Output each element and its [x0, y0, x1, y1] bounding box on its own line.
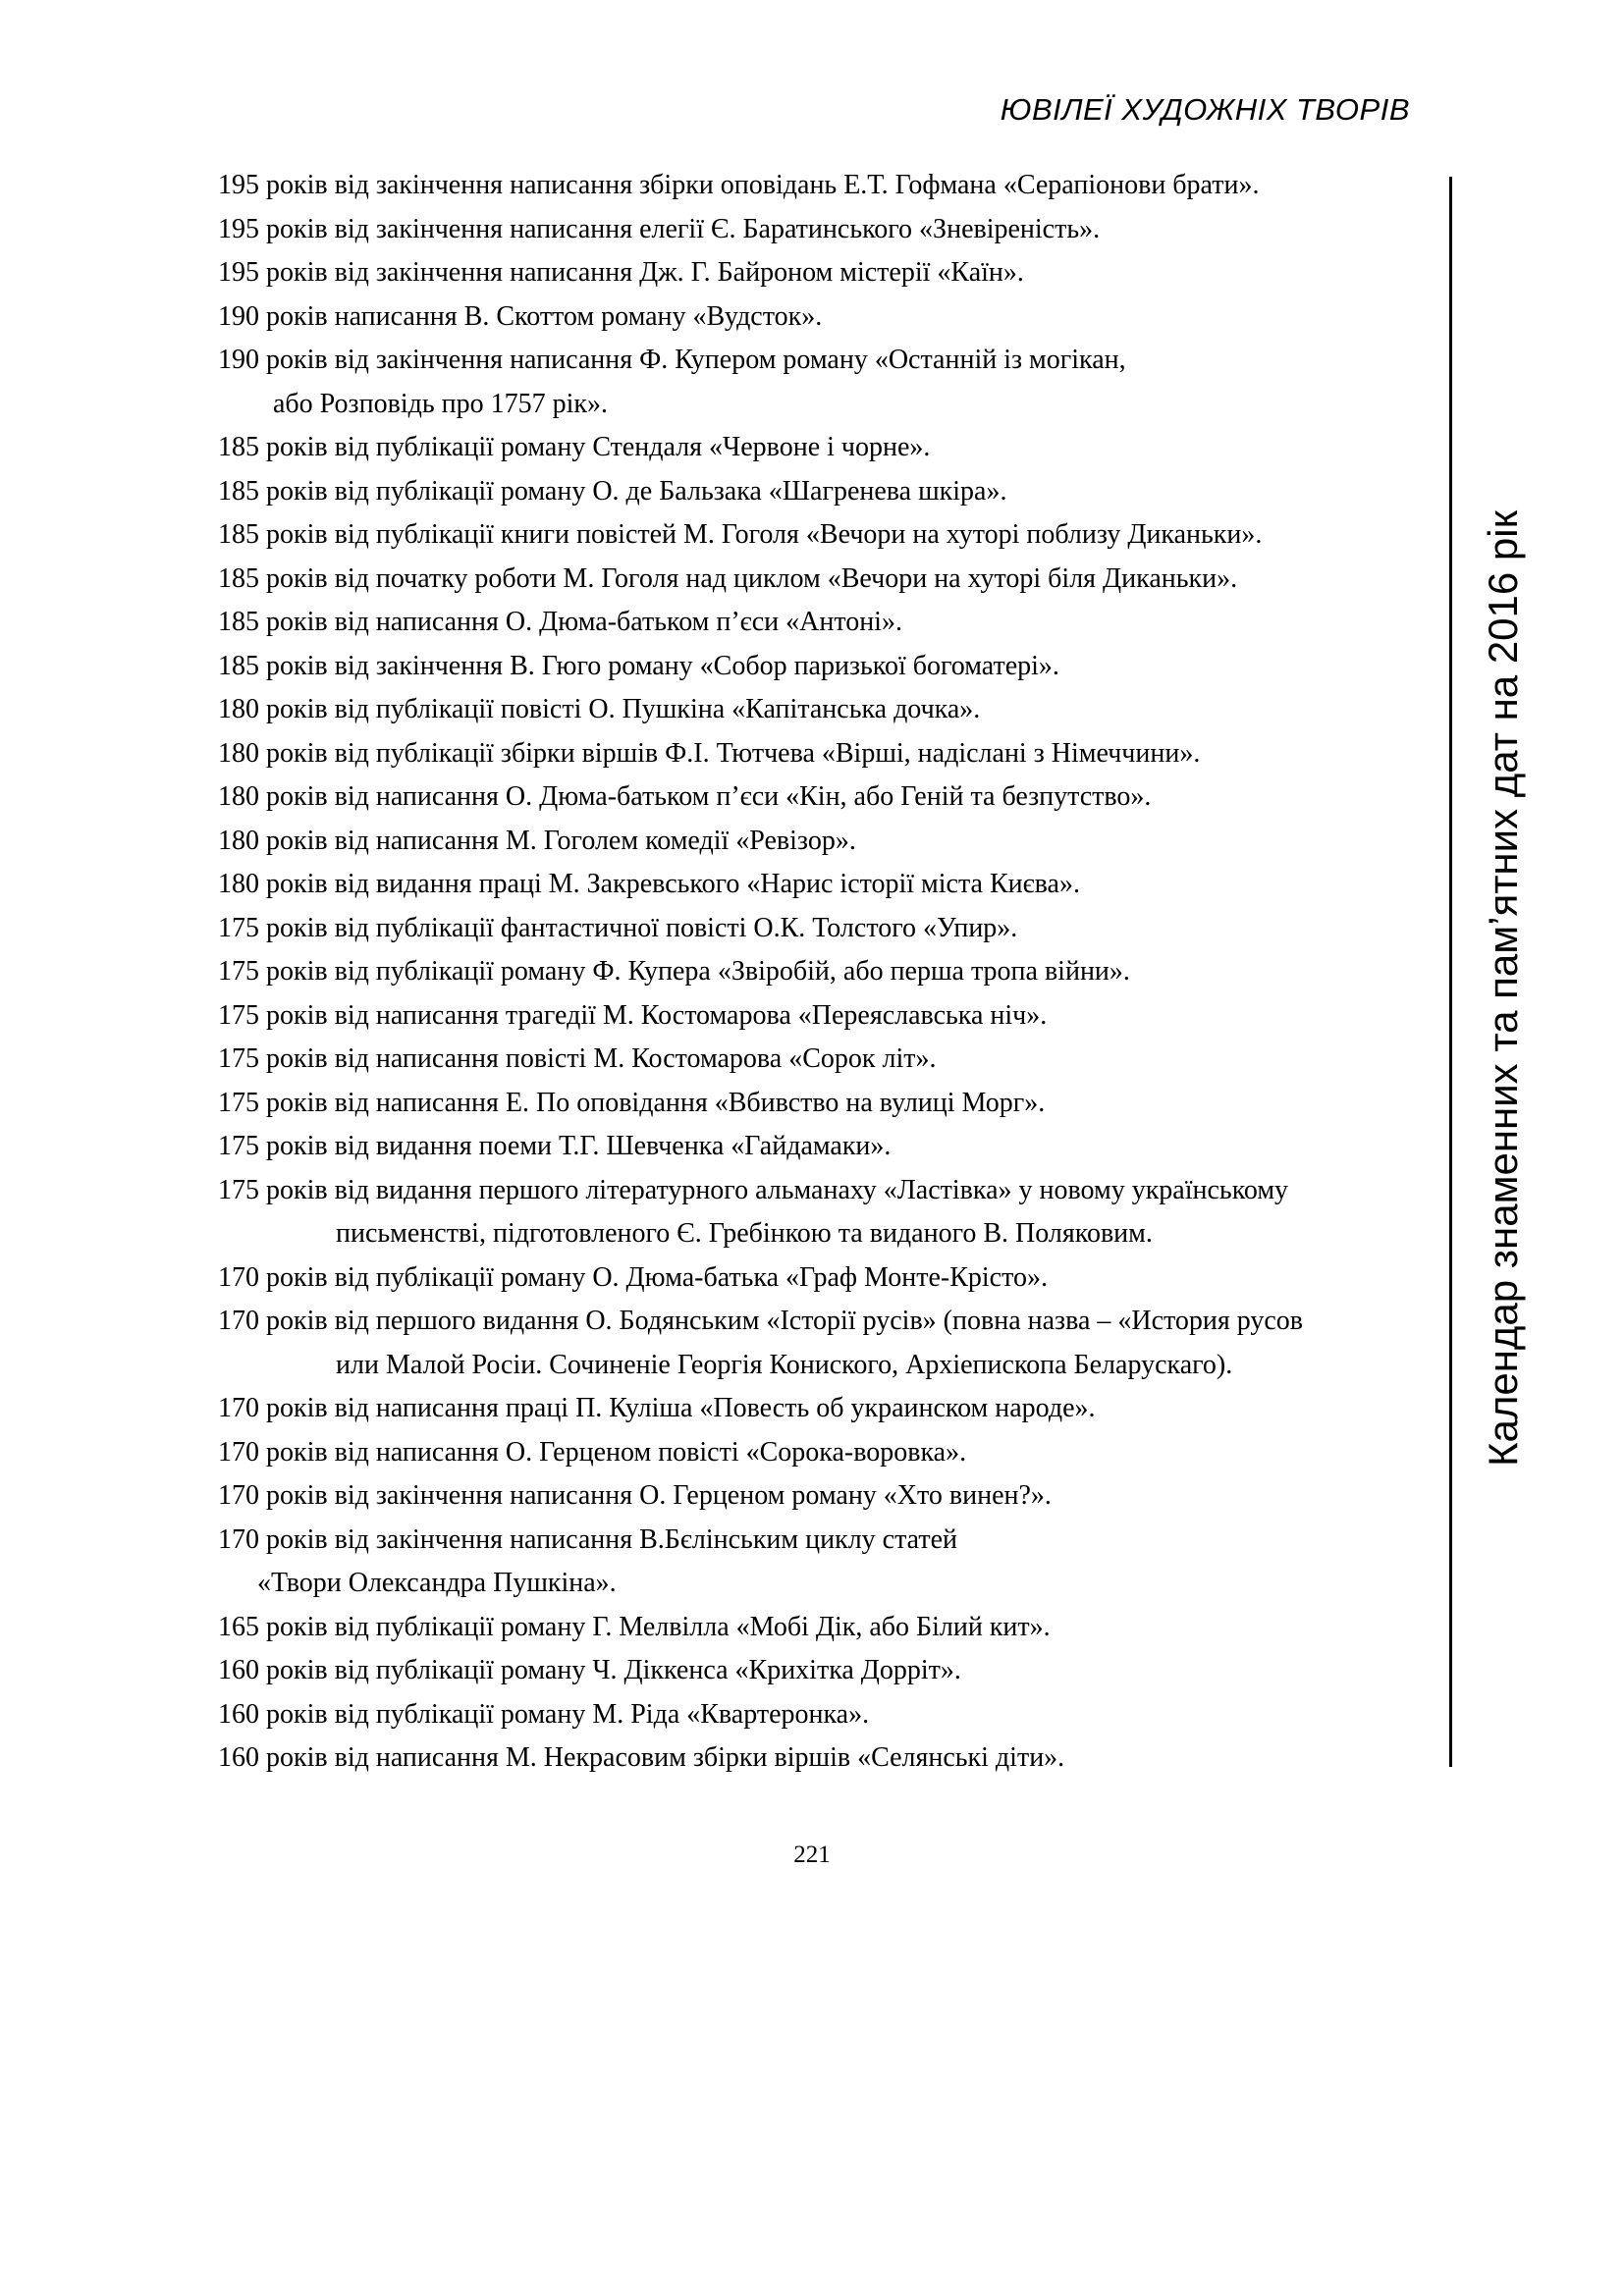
entry-text-continuation: або Розповідь про 1757 рік».	[273, 388, 608, 419]
entry-text: 185 років від закінчення В. Гюго роману «Собор паризької богоматері».	[218, 650, 1059, 681]
entry-text: 175 років від видання першого літературного альманаху «Ластівка» у новому українському	[218, 1174, 1289, 1205]
entry-text: 170 років від закінчення написання В.Бєлінським циклу статей	[218, 1523, 958, 1555]
entry-text: 170 років від написання праці П. Куліша «Повесть об украинском народе».	[218, 1393, 1096, 1423]
entry-text: 175 років від написання трагедії М. Костомарова «Переяславська ніч».	[218, 999, 1048, 1031]
list-item	[218, 513, 1435, 558]
entry-text: 185 років від початку роботи М. Гоголя над циклом «Вечори на хуторі біля Диканьки».	[218, 562, 1238, 594]
entry-text: 175 років від публікації фантастичної повісті О.К. Толстого «Упир».	[218, 912, 1018, 943]
list-item	[218, 732, 1435, 776]
entry-text: 160 років від публікації роману М. Ріда «Квартеронка».	[218, 1698, 870, 1730]
list-item	[218, 1519, 1435, 1606]
entry-text: 180 років від написання М. Гоголем комедії «Ревізор».	[218, 825, 856, 856]
list-item	[218, 645, 1435, 689]
entry-text: 195 років від закінчення написання збірки оповідань Е.Т. Гофмана «Серапіонови брати».	[218, 170, 1260, 200]
section-title: ЮВІЛЕЇ ХУДОЖНІХ ТВОРІВ	[1000, 92, 1410, 127]
list-item	[218, 601, 1435, 645]
list-item	[218, 1736, 1435, 1781]
list-item	[218, 820, 1435, 864]
list-item	[218, 339, 1435, 426]
entry-text: 185 років від публікації роману О. де Бальзака «Шагренева шкіра».	[218, 475, 1007, 507]
entry-text: 160 років від написання М. Некрасовим збірки віршів «Селянські діти».	[218, 1742, 1065, 1773]
list-item	[218, 470, 1435, 514]
list-item	[218, 295, 1435, 340]
entry-text: 160 років від публікації роману Ч. Діккенса «Крихітка Дорріт».	[218, 1655, 961, 1685]
entry-text: 170 років від першого видання О. Бодянським «Історії русів» (повна назва – «История русов	[218, 1306, 1304, 1336]
list-item	[218, 164, 1435, 208]
entry-text: 170 років від закінчення написання О. Герценом роману «Хто винен?».	[218, 1480, 1052, 1511]
entry-text: 190 років написання В. Скоттом роману «Вудсток».	[218, 300, 823, 332]
entry-text: 180 років від публікації збірки віршів Ф.І. Тютчева «Вірші, надіслані з Німеччини».	[218, 737, 1201, 769]
list-item	[218, 1038, 1435, 1082]
list-item	[218, 426, 1435, 470]
entry-text: 180 років від публікації повісті О. Пушкіна «Капітанська дочка».	[218, 694, 981, 724]
entry-text: 190 років від закінчення написання Ф. Купером роману «Останній із могікан,	[218, 345, 1126, 375]
list-item	[218, 1125, 1435, 1169]
list-item	[218, 1387, 1435, 1431]
side-title-container	[1469, 463, 1538, 1514]
entry-text: 175 років від публікації роману Ф. Купера «Звіробій, або перша тропа війни».	[218, 956, 1130, 987]
entry-text: 170 років від написання О. Герценом повісті «Сорока-воровка».	[218, 1436, 967, 1468]
entry-text: 180 років від написання О. Дюма-батьком п’єси «Кін, або Геній та безпутство».	[218, 781, 1152, 812]
list-item	[218, 1431, 1435, 1475]
list-item	[218, 1693, 1435, 1737]
list-item	[218, 558, 1435, 602]
calendar-side-title: Календар знаменних та пам’ятних дат на 2016 рік	[1480, 510, 1526, 1467]
list-item	[218, 775, 1435, 820]
list-item	[218, 688, 1435, 732]
entry-text: 175 років від написання Е. По оповідання «Вбивство на вулиці Морг».	[218, 1087, 1046, 1118]
page-number: 221	[793, 1842, 831, 1868]
entry-text: 185 років від публікації книги повістей М. Гоголя «Вечори на хуторі поблизу Диканьки».	[218, 519, 1263, 550]
list-item	[218, 1474, 1435, 1519]
entry-text: 165 років від публікації роману Г. Мелвілла «Мобі Дік, або Білий кит».	[218, 1611, 1051, 1642]
entry-text-continuation: «Твори Олександра Пушкіна».	[257, 1568, 617, 1598]
list-item	[218, 1649, 1435, 1693]
list-item	[218, 863, 1435, 907]
entry-text: 195 років від закінчення написання елегії Є. Баратинського «Зневіреність».	[218, 213, 1101, 244]
list-item	[218, 950, 1435, 994]
entry-text: 185 років від публікації роману Стендаля «Червоне і чорне».	[218, 432, 931, 462]
list-item	[218, 994, 1435, 1039]
anniversary-list	[218, 164, 1435, 1781]
entry-text: 185 років від написання О. Дюма-батьком п’єси «Антоні».	[218, 607, 902, 637]
list-item	[218, 1300, 1435, 1387]
list-item	[218, 1082, 1435, 1126]
vertical-divider	[1449, 177, 1452, 1767]
entry-text: 175 років від написання повісті М. Костомарова «Сорок літ».	[218, 1043, 937, 1074]
list-item	[218, 1256, 1435, 1301]
entry-text: 175 років від видання поеми Т.Г. Шевченка «Гайдамаки».	[218, 1131, 892, 1161]
entry-text-continuation: письменстві, підготовленого Є. Гребінкою та виданого В. Поляковим.	[336, 1218, 1153, 1249]
list-item	[218, 251, 1435, 295]
list-item	[218, 1606, 1435, 1650]
list-item	[218, 208, 1435, 252]
entry-text: 195 років від закінчення написання Дж. Г. Байроном містерії «Каїн».	[218, 257, 1024, 288]
entry-text: 170 років від публікації роману О. Дюма-батька «Граф Монте-Крісто».	[218, 1261, 1048, 1293]
list-item	[218, 907, 1435, 951]
entry-text-continuation: или Малой Росіи. Сочиненіе Георгія Кониского, Архіепископа Беларускаго).	[336, 1349, 1233, 1380]
entry-text: 180 років від видання праці М. Закревського «Нарис історії міста Києва».	[218, 869, 1080, 899]
list-item	[218, 1169, 1435, 1256]
